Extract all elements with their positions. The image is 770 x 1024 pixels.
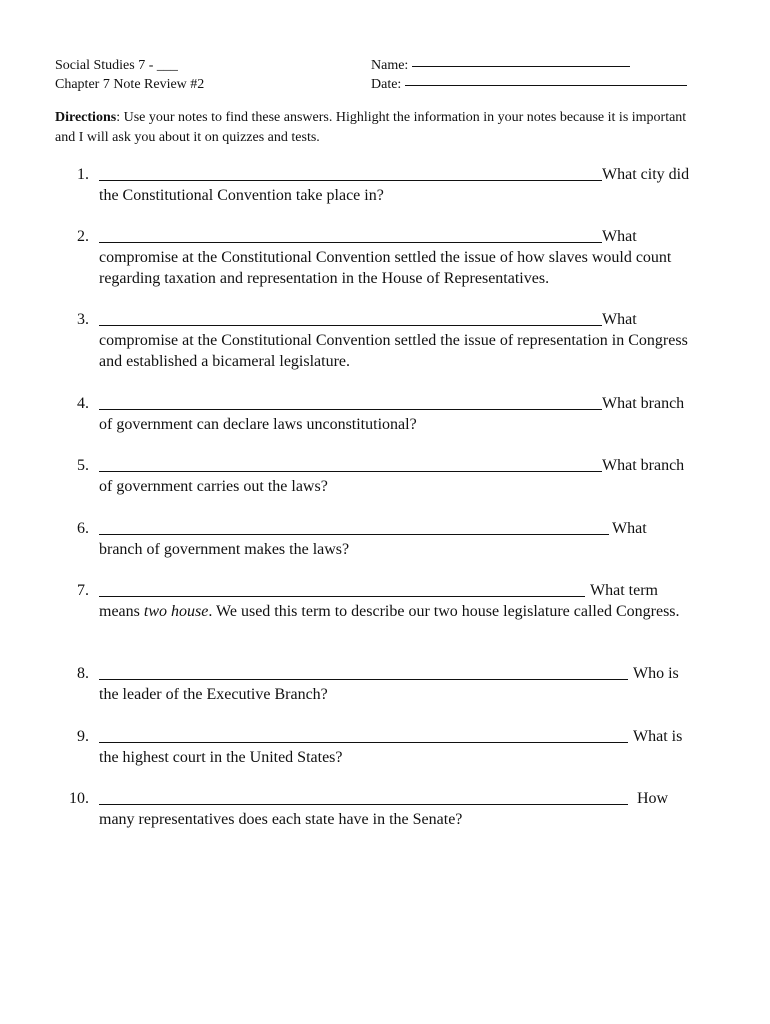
question-text: the leader of the Executive Branch? — [99, 686, 328, 703]
question-lead: Who is — [633, 665, 679, 682]
question-lead: What is — [633, 728, 683, 745]
worksheet-title: Chapter 7 Note Review #2 — [55, 77, 205, 92]
question-number: 2. — [77, 228, 89, 245]
question-term-emphasis: two house — [143, 603, 209, 620]
question-lead: What branch — [602, 457, 685, 474]
answer-blank[interactable] — [99, 742, 628, 743]
header-left — [55, 56, 204, 94]
answer-blank[interactable] — [99, 242, 602, 243]
date-label: Date: — [371, 77, 402, 92]
header-right — [371, 56, 687, 94]
question-text: the highest court in the United States? — [99, 749, 343, 766]
question-lead: How — [637, 790, 669, 807]
question-number: 1. — [77, 166, 89, 183]
answer-blank[interactable] — [99, 679, 628, 680]
directions — [55, 108, 695, 147]
question-number: 5. — [77, 457, 89, 474]
question-text: of government can declare laws unconstitutional? — [99, 416, 417, 433]
course-label: Social Studies 7 - ___ — [55, 58, 178, 73]
question-text-part: . We used this term to describe our two house legislature called Congress. — [208, 603, 680, 620]
name-label: Name: — [371, 58, 409, 73]
question-text: the Constitutional Convention take place in? — [99, 187, 384, 204]
question-number: 10. — [69, 790, 89, 807]
answer-blank[interactable] — [99, 534, 609, 535]
question-text: branch of government makes the laws? — [99, 541, 350, 558]
answer-blank[interactable] — [99, 471, 602, 472]
directions-text: : Use your notes to find these answers. Highlight the information in your notes because it is important and I will ask you about it on quizzes and tests. — [55, 110, 687, 145]
question-number: 4. — [77, 395, 89, 412]
question-number: 3. — [77, 311, 89, 328]
answer-blank[interactable] — [99, 180, 602, 181]
question-lead: What — [612, 520, 647, 537]
question-lead: What term — [590, 582, 658, 599]
answer-blank[interactable] — [99, 596, 585, 597]
question-lead: What — [602, 228, 637, 245]
question-number: 6. — [77, 520, 89, 537]
question-number: 8. — [77, 665, 89, 682]
question-text: compromise at the Constitutional Convention settled the issue of representation in Congress and established a bicameral legislature. — [99, 332, 688, 370]
name-field-line[interactable] — [412, 66, 630, 67]
directions-label: Directions — [55, 110, 117, 125]
question-text: many representatives does each state have in the Senate? — [99, 811, 463, 828]
date-field-line[interactable] — [405, 85, 687, 86]
question-lead: What city did — [602, 166, 690, 183]
answer-blank[interactable] — [99, 409, 602, 410]
question-text: compromise at the Constitutional Convention settled the issue of how slaves would count regarding taxation and representation in the House of Representatives. — [99, 249, 672, 287]
question-text: of government carries out the laws? — [99, 478, 328, 495]
answer-blank[interactable] — [99, 325, 602, 326]
question-text-part: means — [99, 603, 144, 620]
question-lead: What — [602, 311, 637, 328]
question-number: 7. — [77, 582, 89, 599]
question-lead: What branch — [602, 395, 685, 412]
question-number: 9. — [77, 728, 89, 745]
question-text — [99, 601, 704, 622]
answer-blank[interactable] — [99, 804, 628, 805]
